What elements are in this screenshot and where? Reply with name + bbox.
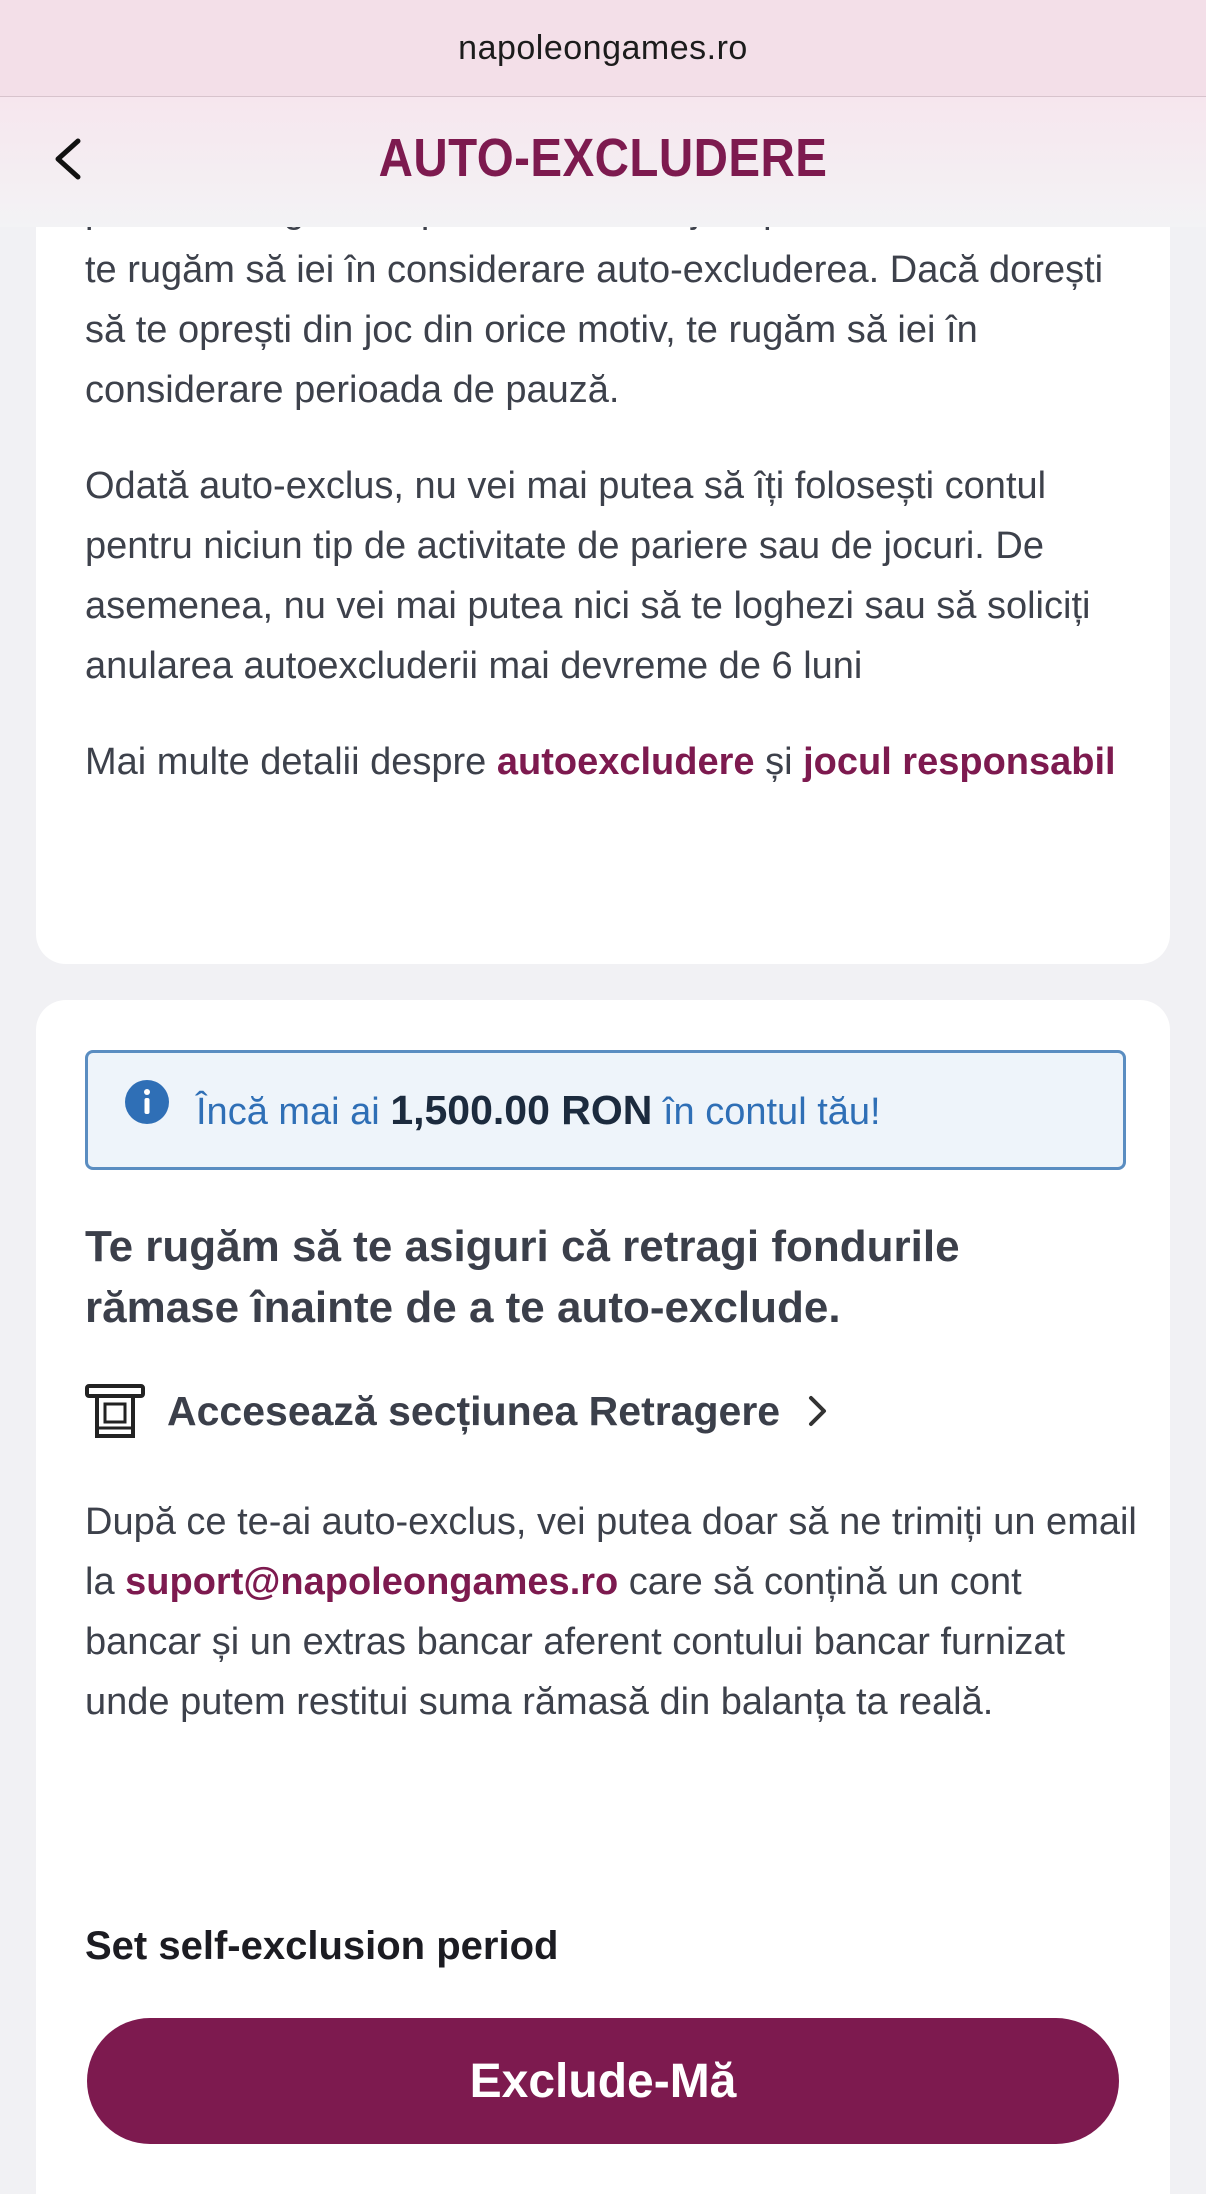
page-title: AUTO-EXCLUDERE	[378, 128, 828, 188]
balance-notice	[85, 1050, 1126, 1170]
chevron-right-icon	[806, 1394, 830, 1428]
funds-card	[36, 1000, 1170, 2194]
info-icon	[124, 1079, 170, 1125]
exclude-me-button[interactable]: Exclude-Mă	[87, 2018, 1119, 2144]
cash-withdrawal-icon	[85, 1382, 145, 1440]
details-text: Mai multe detalii despre autoexcludere și jocul responsabil	[85, 741, 1116, 783]
intro-rest: te rugăm să iei în considerare auto-excluderea. Dacă dorești să te oprești din joc din orice motiv, te rugăm să iei în considerare perioada de pauză.	[85, 249, 1104, 411]
period-label: Set self-exclusion period	[85, 1924, 559, 1968]
withdraw-section-link[interactable]	[85, 1382, 830, 1440]
self-exclusion-link[interactable]: autoexcludere	[496, 741, 755, 783]
url-text: napoleongames.ro	[458, 28, 748, 67]
support-email-link[interactable]: suport@napoleongames.ro	[125, 1561, 619, 1603]
intro-card	[36, 140, 1170, 964]
responsible-gaming-link[interactable]: jocul responsabil	[803, 741, 1116, 783]
browser-url-bar[interactable]	[0, 0, 1206, 97]
page-header	[0, 97, 1206, 227]
balance-notice-text: Încă mai ai 1,500.00 RON în contul tău!	[196, 1087, 881, 1133]
withdraw-section-label: Accesează secțiunea Retragere	[167, 1387, 781, 1434]
consequence-text: Odată auto-exclus, nu vei mai putea să îți folosești contul pentru niciun tip de activitate de pariere sau de jocuri. De asemenea, nu vei mai putea nici să te loghezi sau să soliciți anularea autoexcluderii mai devreme de 6 luni	[85, 465, 1091, 687]
after-exclusion-text: După ce te-ai auto-exclus, vei putea doar să ne trimiți un email la suport@napoleongames.ro care să conțină un cont bancar și un extras bancar aferent contului bancar furnizat unde putem restitui suma rămasă din balanța ta reală.	[85, 1501, 1137, 1723]
balance-amount: 1,500.00 RON	[390, 1087, 653, 1133]
withdraw-warning-heading: Te rugăm să te asiguri că retragi fondurile rămase înainte de a te auto-exclude.	[85, 1222, 960, 1332]
